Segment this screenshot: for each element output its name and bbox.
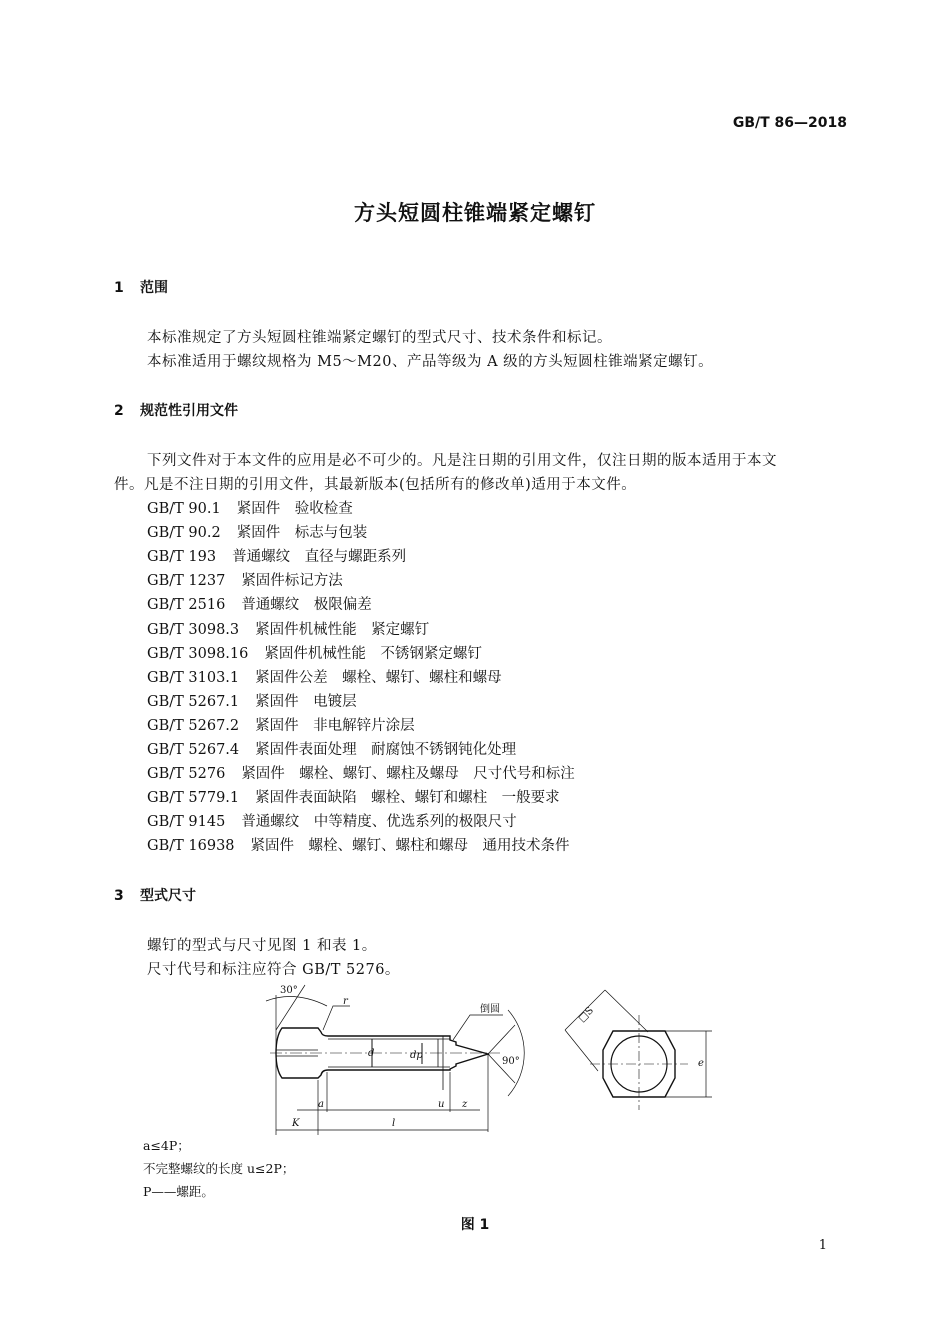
reference-code: GB/T 193 — [147, 549, 217, 566]
reference-code: GB/T 5276 — [147, 766, 226, 783]
label-u: u — [438, 1099, 445, 1110]
standard-number: GB/T 86—2018 — [732, 115, 847, 131]
reference-title: 紧固件公差 螺栓、螺钉、螺柱和螺母 — [255, 669, 502, 686]
label-z: z — [462, 1099, 468, 1110]
reference-code: GB/T 9145 — [147, 814, 226, 831]
reference-code: GB/T 16938 — [147, 838, 235, 855]
page-number: 1 — [818, 1238, 827, 1253]
reference-code: GB/T 90.1 — [147, 501, 221, 517]
document-title: 方头短圆柱锥端紧定螺钉 — [354, 201, 596, 225]
reference-title: 紧固件 标志与包装 — [236, 525, 368, 542]
reference-title: 紧固件 非电解锌片涂层 — [255, 717, 415, 734]
label-e: e — [698, 1058, 704, 1069]
reference-title: 紧固件 电镀层 — [255, 693, 357, 710]
section-title: 范围 — [140, 280, 168, 296]
label-s: □S — [576, 1005, 596, 1025]
reference-title: 普通螺纹 极限偏差 — [241, 597, 372, 614]
paragraph: 尺寸代号和标注应符合 GB/T 5276。 — [147, 962, 400, 978]
reference-code: GB/T 5779.1 — [147, 790, 240, 807]
reference-code: GB/T 5267.4 — [147, 742, 240, 758]
reference-title: 紧固件 螺栓、螺钉、螺柱和螺母 通用技术条件 — [250, 838, 570, 855]
figure-note: 不完整螺纹的长度 u≤2P； — [143, 1161, 295, 1176]
label-dp: dp — [410, 1050, 423, 1061]
reference-title: 普通螺纹 中等精度、优选系列的极限尺寸 — [241, 814, 517, 831]
label-angle-tip: 90° — [502, 1056, 520, 1067]
paragraph: 下列文件对于本文件的应用是必不可少的。凡是注日期的引用文件，仅注日期的版本适用于本文 — [147, 453, 777, 469]
paragraph: 本标准规定了方头短圆柱锥端紧定螺钉的型式尺寸、技术条件和标记。 — [147, 330, 612, 346]
reference-title: 紧固件 螺栓、螺钉、螺柱及螺母 尺寸代号和标注 — [241, 766, 575, 783]
section-number: 1 — [114, 280, 124, 296]
paragraph: 件。凡是不注日期的引用文件，其最新版本(包括所有的修改单)适用于本文件。 — [114, 477, 637, 493]
reference-code: GB/T 2516 — [147, 597, 226, 614]
reference-code: GB/T 3098.16 — [147, 645, 249, 662]
reference-code: GB/T 90.2 — [147, 525, 221, 542]
reference-code: GB/T 3098.3 — [147, 621, 240, 638]
reference-code: GB/T 1237 — [147, 573, 226, 590]
section-title: 型式尺寸 — [140, 888, 196, 904]
reference-title: 紧固件表面缺陷 螺栓、螺钉和螺柱 一般要求 — [255, 790, 560, 807]
reference-code: GB/T 3103.1 — [147, 669, 240, 686]
reference-title: 普通螺纹 直径与螺距系列 — [232, 549, 407, 566]
figure-note: a≤4P； — [143, 1138, 190, 1153]
label-K: K — [292, 1118, 300, 1129]
label-angle-head: 30° — [280, 985, 298, 996]
label-l: l — [392, 1118, 396, 1129]
figure-caption: 图 1 — [460, 1217, 490, 1233]
label-chamfer: 倒圆 — [480, 1004, 500, 1015]
reference-code: GB/T 5267.1 — [147, 693, 240, 710]
reference-title: 紧固件 验收检查 — [236, 501, 353, 517]
reference-title: 紧固件机械性能 不锈钢紧定螺钉 — [264, 645, 482, 662]
label-a: a — [318, 1099, 324, 1110]
section-number: 3 — [114, 888, 124, 904]
paragraph: 本标准适用于螺纹规格为 M5～M20、产品等级为 A 级的方头短圆柱锥端紧定螺钉。 — [147, 354, 714, 370]
reference-title: 紧固件表面处理 耐腐蚀不锈钢钝化处理 — [255, 742, 517, 758]
label-r: r — [343, 996, 348, 1007]
label-d: d — [368, 1048, 375, 1059]
section-title: 规范性引用文件 — [140, 403, 238, 419]
paragraph: 螺钉的型式与尺寸见图 1 和表 1。 — [147, 938, 377, 954]
reference-title: 紧固件机械性能 紧定螺钉 — [255, 621, 430, 638]
figure-note: P——螺距。 — [143, 1184, 214, 1199]
section-number: 2 — [114, 403, 124, 419]
reference-code: GB/T 5267.2 — [147, 717, 240, 734]
reference-title: 紧固件标记方法 — [241, 573, 343, 590]
